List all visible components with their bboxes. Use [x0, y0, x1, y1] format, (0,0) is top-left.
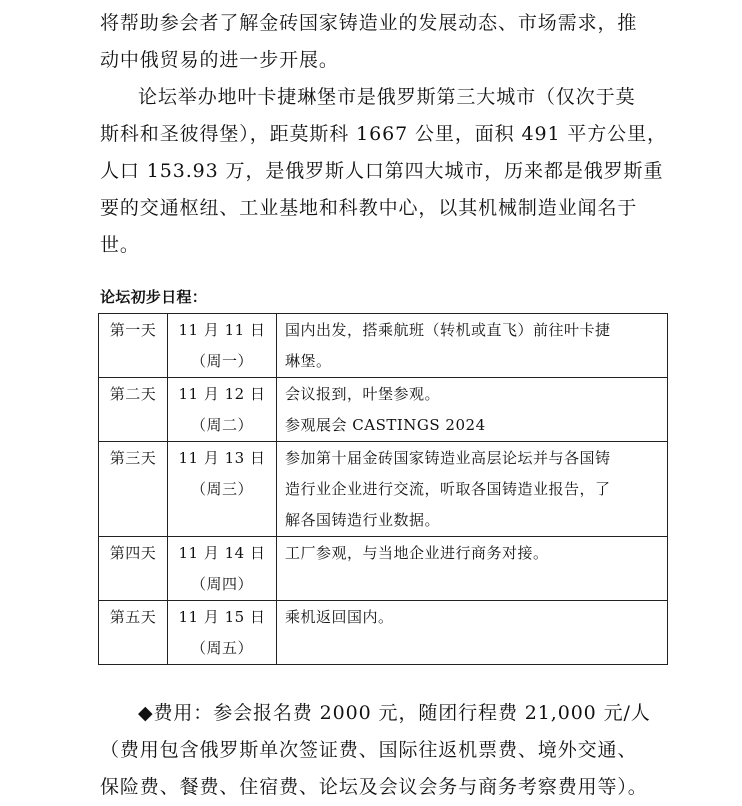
desc-line: 造行业企业进行交流，听取各国铸造业报告，了	[285, 480, 611, 498]
weekday-text: （周四）	[190, 575, 253, 593]
date-cell	[168, 314, 277, 378]
table-row	[99, 537, 668, 601]
intro-line: 动中俄贸易的进一步开展。	[100, 49, 339, 71]
intro-paragraph	[100, 5, 660, 79]
city-line: 论坛举办地叶卡捷琳堡市是俄罗斯第三大城市（仅次于莫	[138, 86, 636, 108]
weekday-text: （周五）	[190, 639, 253, 657]
date-cell	[168, 537, 277, 601]
date-text: 11 月 14 日	[178, 544, 266, 562]
fees-line: （费用包含俄罗斯单次签证费、国际往返机票费、境外交通、	[100, 739, 638, 761]
desc-line: 琳堡。	[285, 352, 332, 370]
table-row	[99, 378, 668, 442]
intro-line: 将帮助参会者了解金砖国家铸造业的发展动态、市场需求，推	[100, 12, 638, 34]
day-cell: 第二天	[99, 378, 168, 442]
fees-line: 保险费、餐费、住宿费、论坛及会议会务与商务考察费用等）。	[100, 776, 648, 798]
city-line: 人口 153.93 万，是俄罗斯人口第四大城市，历来都是俄罗斯重	[100, 160, 664, 182]
day-cell: 第五天	[99, 601, 168, 665]
weekday-text: （周二）	[190, 416, 253, 434]
desc-line: 会议报到，叶堡参观。	[285, 385, 441, 403]
fees-line: ◆费用：参会报名费 2000 元，随团行程费 21,000 元/人	[138, 702, 651, 724]
date-cell	[168, 442, 277, 537]
desc-line: 乘机返回国内。	[285, 608, 394, 626]
date-text: 11 月 11 日	[178, 321, 266, 339]
desc-line: 参观展会 CASTINGS 2024	[285, 416, 486, 434]
desc-cell	[277, 378, 668, 442]
table-row	[99, 314, 668, 378]
schedule-title: 论坛初步日程：	[100, 288, 208, 306]
desc-cell	[277, 314, 668, 378]
desc-line: 参加第十届金砖国家铸造业高层论坛并与各国铸	[285, 449, 611, 467]
table-row	[99, 442, 668, 537]
table-row	[99, 601, 668, 665]
day-cell: 第四天	[99, 537, 168, 601]
desc-line: 国内出发，搭乘航班（转机或直飞）前往叶卡捷	[285, 321, 611, 339]
date-text: 11 月 15 日	[178, 608, 266, 626]
desc-line: 解各国铸造行业数据。	[285, 511, 441, 529]
desc-cell	[277, 537, 668, 601]
city-line: 斯科和圣彼得堡），距莫斯科 1667 公里，面积 491 平方公里，	[100, 123, 667, 145]
weekday-text: （周三）	[190, 480, 253, 498]
day-cell: 第一天	[99, 314, 168, 378]
desc-cell	[277, 442, 668, 537]
day-cell: 第三天	[99, 442, 168, 537]
city-line: 要的交通枢纽、工业基地和科教中心，以其机械制造业闻名于	[100, 197, 638, 219]
city-paragraph	[100, 79, 667, 264]
city-line: 世。	[100, 234, 140, 256]
desc-cell	[277, 601, 668, 665]
date-text: 11 月 12 日	[178, 385, 266, 403]
schedule-table	[98, 313, 668, 665]
date-cell	[168, 601, 277, 665]
desc-line: 工厂参观，与当地企业进行商务对接。	[285, 544, 549, 562]
fees-paragraph	[100, 695, 660, 806]
date-cell	[168, 378, 277, 442]
weekday-text: （周一）	[190, 352, 253, 370]
date-text: 11 月 13 日	[178, 449, 266, 467]
